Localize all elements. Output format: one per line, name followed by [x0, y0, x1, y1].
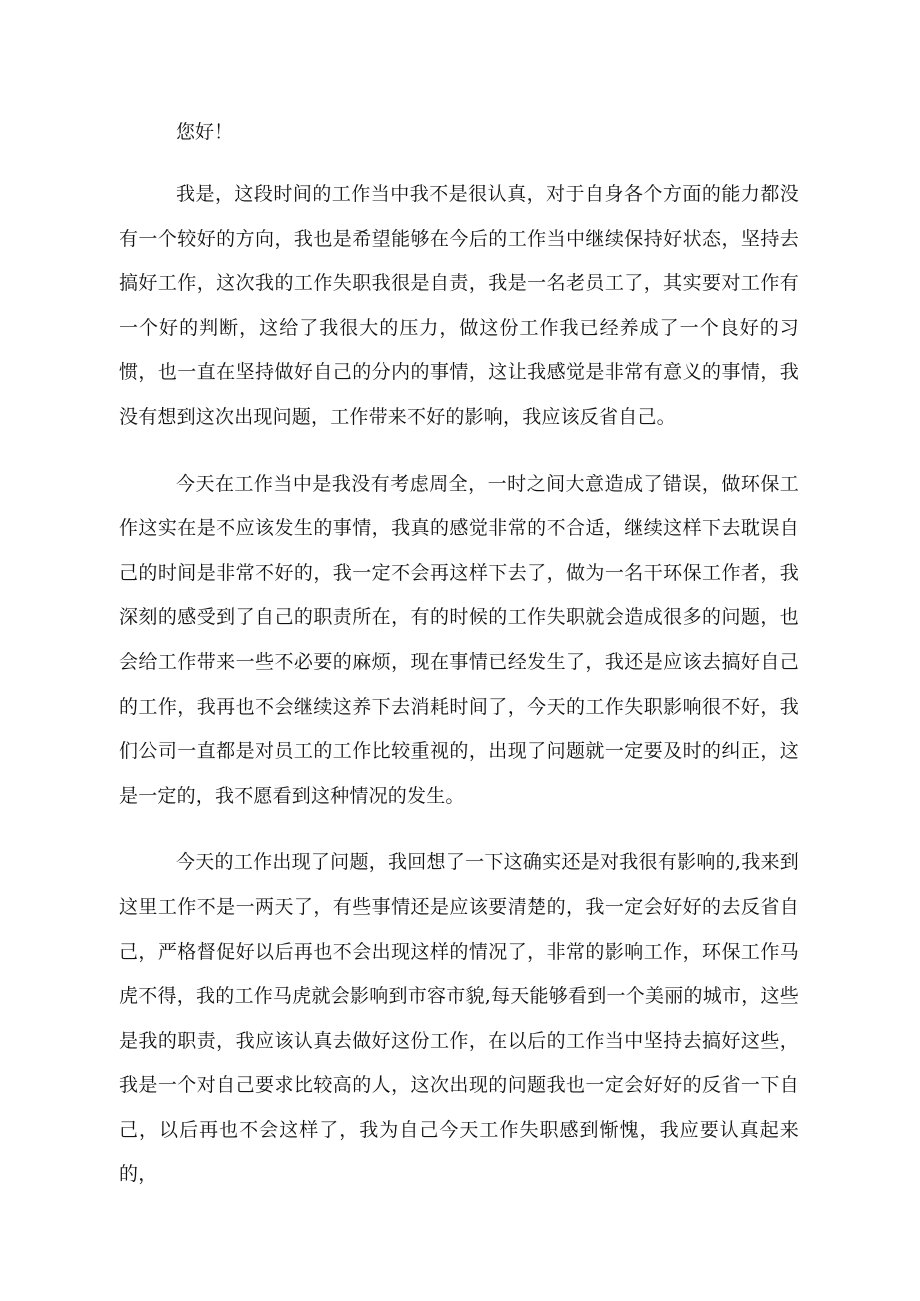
paragraph-1: 我是，这段时间的工作当中我不是很认真，对于自身各个方面的能力都没有一个较好的方向，我也是希望能够在今后的工作当中继续保持好状态，坚持去搞好工作，这次我的工作失职我很是自责，我是一名老员工了，其实要对工作有一个好的判断，这给了我很大的压力，做这份工作我已经养成了一个良好的习惯，也一直在坚持做好自己的分内的事情，这让我感觉是非常有意义的事情，我没有想到这次出现问题，工作带来不好的影响，我应该反省自己。 [119, 183, 799, 428]
paragraph-2: 今天在工作当中是我没有考虑周全，一时之间大意造成了错误，做环保工作这实在是不应该发生的事情，我真的感觉非常的不合适，继续这样下去耽误自己的时间是非常不好的，我一定不会再这样下去了，做为一名干环保工作者，我深刻的感受到了自己的职责所在，有的时候的工作失职就会造成很多的问题，也会给工作带来一些不必要的麻烦，现在事情已经发生了，我还是应该去搞好自己的工作，我再也不会继续这养下去消耗时间了，今天的工作失职影响很不好，我们公司一直都是对员工的工作比较重视的，出现了问题就一定要及时的纠正，这是一定的，我不愿看到这种情况的发生。 [119, 472, 799, 807]
paragraph-3: 今天的工作出现了问题，我回想了一下这确实还是对我很有影响的,我来到这里工作不是一两天了，有些事情还是应该要清楚的，我一定会好好的去反省自己，严格督促好以后再也不会出现这样的情况了，非常的影响工作，环保工作马虎不得，我的工作马虎就会影响到市容市貌,每天能够看到一个美丽的城市，这些是我的职责，我应该认真去做好这份工作，在以后的工作当中坚持去搞好这些，我是一个对自己要求比较高的人，这次出现的问题我也一定会好好的反省一下自己，以后再也不会这样了，我为自己今天工作失职感到惭愧，我应要认真起来的， [119, 851, 799, 1186]
greeting: 您好！ [176, 121, 234, 143]
letter-body [119, 114, 799, 1219]
